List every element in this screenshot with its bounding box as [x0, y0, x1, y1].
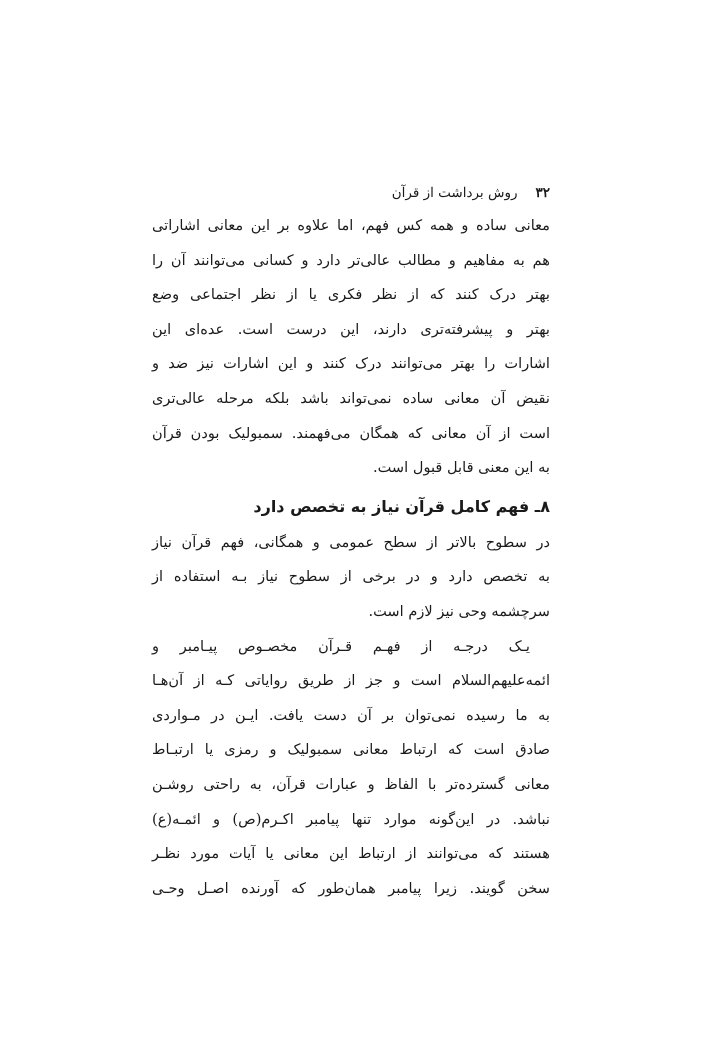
running-header — [152, 183, 550, 205]
text-line: سرچشمه وحی نیز لازم است. — [368, 602, 550, 620]
text-line: نقیض آن معانی ساده نمی‌تواند باشد بلکه مرحله عالی‌تری — [152, 389, 550, 407]
book-page — [152, 183, 550, 906]
text-line: بهتر درک کنند که از نظر فکری یا از نظر اجتماعی وضع — [152, 286, 550, 304]
text-line: در سطوح بالاتر از سطح عمومی و همگانی، فهم قرآن نیاز — [152, 533, 550, 551]
paragraph-1 — [152, 209, 550, 486]
text-line: یـک درجـه از فهـم قـرآن مخصـوص پیـامبر و — [152, 637, 530, 655]
text-line: به تخصص دارد و در برخی از سطوح نیاز بـه استفاده از — [152, 568, 550, 586]
text-line: معانی ساده و همه کس فهم، اما علاوه بر این معانی اشاراتی — [152, 217, 550, 234]
text-line: هم به مفاهیم و مطالب عالی‌تر دارد و کسانی می‌توانند آن را — [152, 251, 550, 269]
text-line: است از آن معانی که همگان می‌فهمند. سمبولیک بودن قرآن — [152, 424, 550, 442]
text-line: بهتر و پیشرفته‌تری دارند، این درست است. عده‌ای این — [152, 320, 550, 338]
text-line: نباشد. در این‌گونه موارد تنها پیامبر اکـرم(ص) و ائمـه(ع) — [152, 810, 550, 828]
running-title: روش برداشت از قرآن — [391, 185, 518, 201]
text-line: سخن گویند. زیرا پیامبر همان‌طور که آورنده اصـل وحـی — [152, 879, 550, 897]
text-line: به ما رسیده نمی‌توان بر آن دست یافت. ایـن در مـواردی — [152, 706, 550, 724]
text-line: هستند که می‌توانند از ارتباط این معانی یا آیات مورد نظـر — [152, 845, 550, 863]
paragraph-3 — [152, 630, 550, 907]
text-line: به این معنی قابل قبول است. — [372, 459, 550, 477]
section-heading: ۸ـ فهم کامل قرآن نیاز به تخصص دارد — [253, 496, 550, 516]
text-line: صادق است که ارتباط معانی سمبولیک و رمزی یا ارتبـاط — [152, 741, 550, 759]
text-line: ائمه‌علیهم‌السلام است و جز از طریق روایاتی کـه از آن‌هـا — [152, 672, 550, 690]
text-line: اشارات را بهتر می‌توانند درک کنند و این اشارات نیز ضد و — [152, 355, 550, 373]
page-number: ۳۲ — [535, 185, 550, 201]
text-line: معانی گسترده‌تر با الفاظ و عبارات قرآن، به راحتی روشـن — [152, 775, 550, 793]
paragraph-2 — [152, 526, 550, 630]
